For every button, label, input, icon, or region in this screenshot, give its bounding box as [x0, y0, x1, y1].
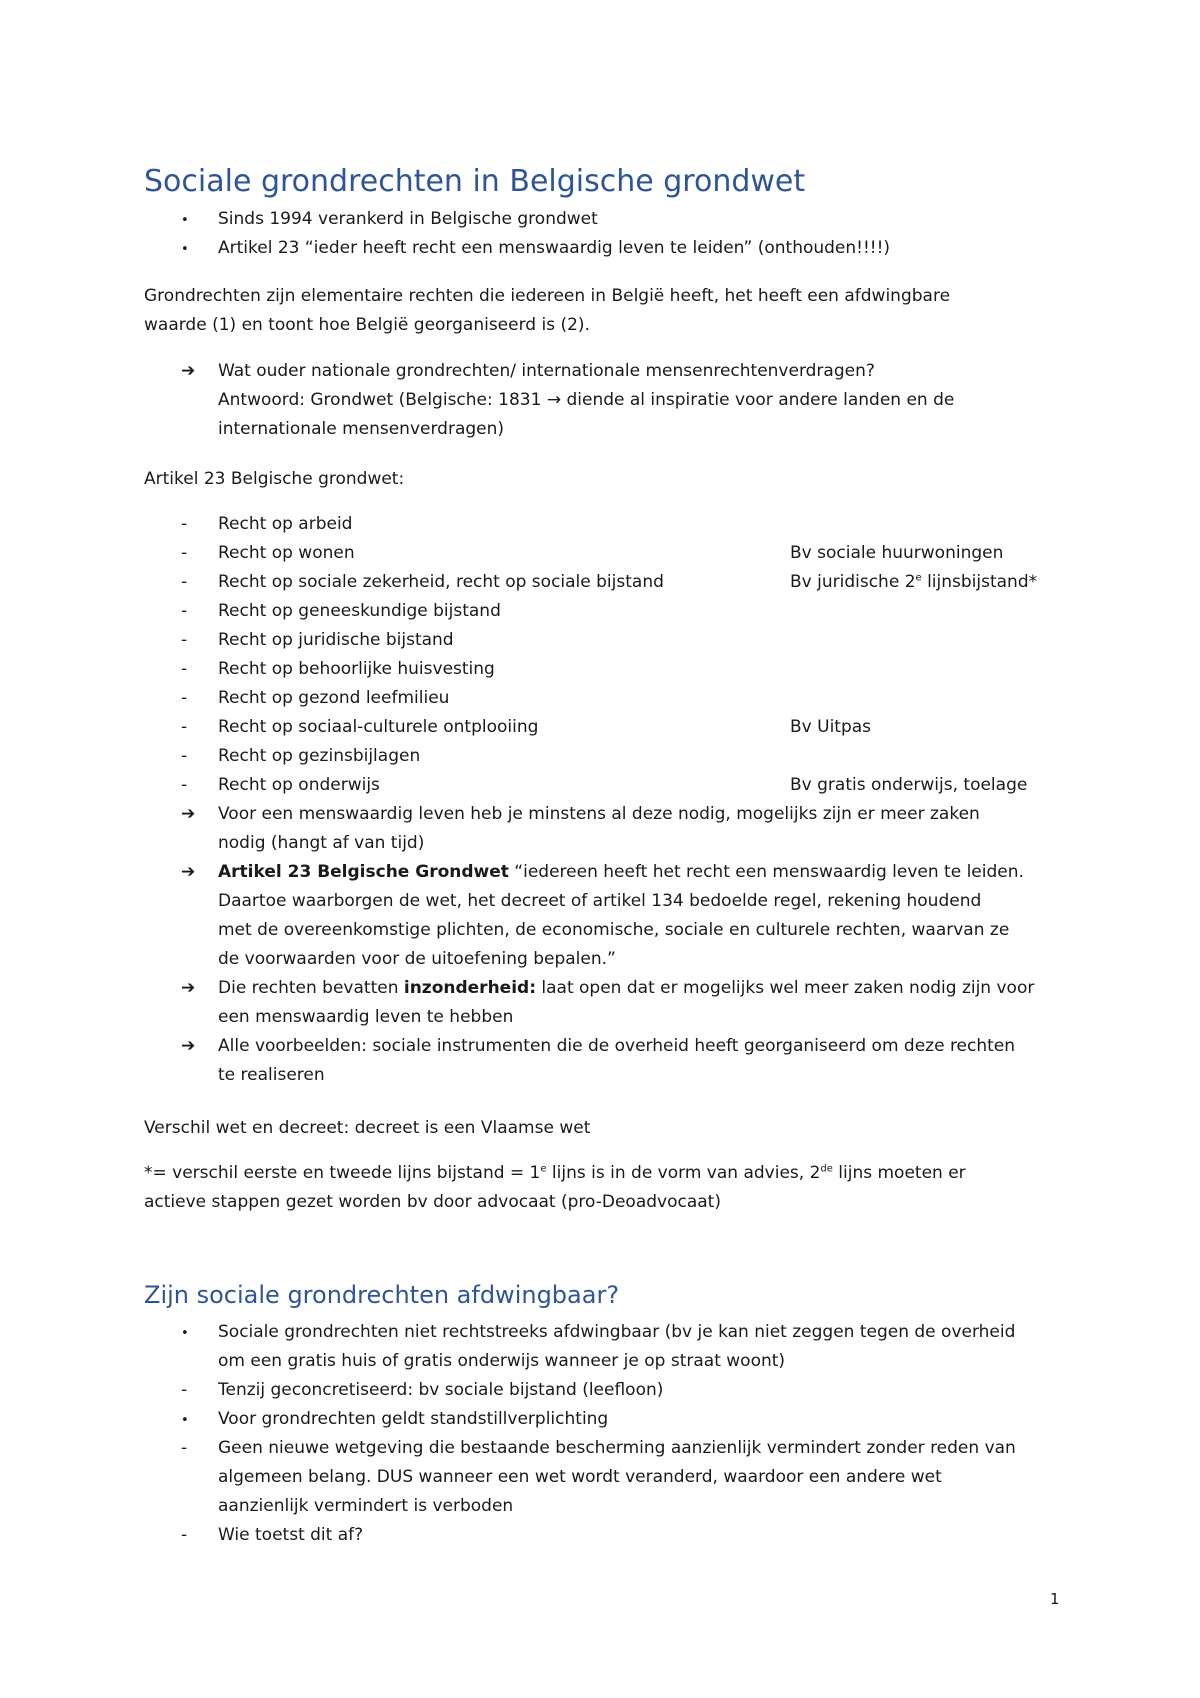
arrow-icon: ➔	[181, 862, 196, 882]
bullet-item: Sociale grondrechten niet rechtstreeks afdwingbaar (bv je kan niet zeggen tegen de overheid	[218, 1322, 1016, 1342]
dash-marker: -	[181, 775, 188, 795]
text-fragment: Antwoord: Grondwet (Belgische: 1831	[218, 390, 542, 410]
arrow-item-line: Wat ouder nationale grondrechten/ internationale mensenrechtenverdragen?	[218, 361, 875, 381]
arrow-item-line: Alle voorbeelden: sociale instrumenten die de overheid heeft georganiseerd om deze rechten	[218, 1036, 1016, 1056]
rights-example: Bv sociale huurwoningen	[790, 543, 1004, 563]
dash-marker: -	[181, 543, 188, 563]
dash-marker: -	[181, 630, 188, 650]
arrow-item-line: te realiseren	[218, 1065, 325, 1085]
text-fragment: diende al inspiratie voor andere landen en de	[566, 390, 955, 410]
rights-item: Recht op arbeid	[218, 514, 353, 534]
dash-marker: -	[181, 717, 188, 737]
superscript: e	[540, 1163, 547, 1175]
dash-marker: -	[181, 1525, 188, 1545]
arrow-icon: ➔	[181, 978, 196, 998]
arrow-item-line: Daartoe waarborgen de wet, het decreet of artikel 134 bedoelde regel, rekening houdend	[218, 891, 982, 911]
verschil-note: Verschil wet en decreet: decreet is een Vlaamse wet	[144, 1118, 591, 1138]
dash-item: Wie toetst dit af?	[218, 1525, 364, 1545]
text-fragment: Bv juridische 2	[790, 572, 916, 592]
rights-item: Recht op sociale zekerheid, recht op sociale bijstand	[218, 572, 664, 592]
footnote-line	[144, 1162, 966, 1184]
dash-marker: -	[181, 746, 188, 766]
rights-item: Recht op onderwijs	[218, 775, 380, 795]
bold-text: Artikel 23 Belgische Grondwet	[218, 862, 509, 882]
rights-item: Recht op sociaal-culturele ontplooiing	[218, 717, 539, 737]
dash-item: Geen nieuwe wetgeving die bestaande bescherming aanzienlijk vermindert zonder reden van	[218, 1438, 1016, 1458]
dash-item: algemeen belang. DUS wanneer een wet wordt veranderd, waardoor een andere wet	[218, 1467, 942, 1487]
superscript: e	[915, 572, 922, 584]
rights-item: Recht op geneeskundige bijstand	[218, 601, 501, 621]
inline-arrow-icon: →	[546, 390, 562, 410]
text-fragment: lijns moeten er	[832, 1163, 966, 1183]
bullet-item: Sinds 1994 verankerd in Belgische grondwet	[218, 209, 598, 229]
dash-marker: -	[181, 1438, 188, 1458]
rights-example: Bv Uitpas	[790, 717, 872, 737]
artikel-heading: Artikel 23 Belgische grondwet:	[144, 469, 405, 489]
dash-marker: -	[181, 688, 188, 708]
text-fragment: *= verschil eerste en tweede lijns bijstand = 1	[144, 1163, 541, 1183]
arrow-item-line: nodig (hangt af van tijd)	[218, 833, 425, 853]
text-fragment: laat open dat er mogelijks wel meer zaken nodig zijn voor	[536, 978, 1035, 998]
rights-item: Recht op behoorlijke huisvesting	[218, 659, 495, 679]
arrow-icon: ➔	[181, 361, 196, 381]
bold-text: inzonderheid:	[403, 978, 536, 998]
page-number: 1	[1050, 1590, 1060, 1608]
rights-item: Recht op juridische bijstand	[218, 630, 454, 650]
arrow-icon: ➔	[181, 804, 196, 824]
dash-marker: -	[181, 572, 188, 592]
section-title-sociale-grondrechten: Sociale grondrechten in Belgische grondwet	[144, 164, 806, 199]
arrow-item-line: de voorwaarden voor de uitoefening bepalen.”	[218, 949, 616, 969]
arrow-item-line: een menswaardig leven te hebben	[218, 1007, 514, 1027]
bullet-marker: •	[181, 242, 189, 257]
rights-example: Bv gratis onderwijs, toelage	[790, 775, 1028, 795]
bullet-marker: •	[181, 1326, 189, 1341]
dash-marker: -	[181, 659, 188, 679]
bullet-item: Artikel 23 “ieder heeft recht een menswaardig leven te leiden” (onthouden!!!!)	[218, 238, 891, 258]
text-fragment: lijns is in de vorm van advies, 2	[546, 1163, 821, 1183]
arrow-item-line: internationale mensenverdragen)	[218, 419, 505, 439]
arrow-item-line	[218, 389, 954, 411]
section-title-afdwingbaar: Zijn sociale grondrechten afdwingbaar?	[144, 1281, 620, 1309]
paragraph-line: waarde (1) en toont hoe België georganiseerd is (2).	[144, 315, 590, 335]
superscript: de	[820, 1163, 833, 1175]
text-fragment: Die rechten bevatten	[218, 978, 404, 998]
arrow-icon: ➔	[181, 1036, 196, 1056]
bullet-item: Voor grondrechten geldt standstillverplichting	[218, 1409, 609, 1429]
footnote-line: actieve stappen gezet worden bv door advocaat (pro-Deoadvocaat)	[144, 1192, 721, 1212]
dash-marker: -	[181, 601, 188, 621]
rights-item: Recht op wonen	[218, 543, 355, 563]
arrow-item-line: Voor een menswaardig leven heb je minstens al deze nodig, mogelijks zijn er meer zaken	[218, 804, 980, 824]
rights-item: Recht op gezond leefmilieu	[218, 688, 450, 708]
dash-item: Tenzij geconcretiseerd: bv sociale bijstand (leefloon)	[218, 1380, 664, 1400]
dash-item: aanzienlijk vermindert is verboden	[218, 1496, 514, 1516]
rights-item: Recht op gezinsbijlagen	[218, 746, 421, 766]
dash-marker: -	[181, 1380, 188, 1400]
arrow-item-line	[218, 861, 1024, 883]
bullet-item: om een gratis huis of gratis onderwijs wanneer je op straat woont)	[218, 1351, 786, 1371]
text-fragment: “iedereen heeft het recht een menswaardig leven te leiden.	[508, 862, 1024, 882]
paragraph-line: Grondrechten zijn elementaire rechten die iedereen in België heeft, het heeft een afdwingbare	[144, 286, 951, 306]
bullet-marker: •	[181, 1413, 189, 1428]
arrow-item-line: met de overeenkomstige plichten, de economische, sociale en culturele rechten, waarvan ze	[218, 920, 1010, 940]
bullet-marker: •	[181, 213, 189, 228]
arrow-item-line	[218, 977, 1034, 999]
rights-example	[790, 571, 1037, 593]
dash-marker: -	[181, 514, 188, 534]
text-fragment: lijnsbijstand*	[921, 572, 1038, 592]
